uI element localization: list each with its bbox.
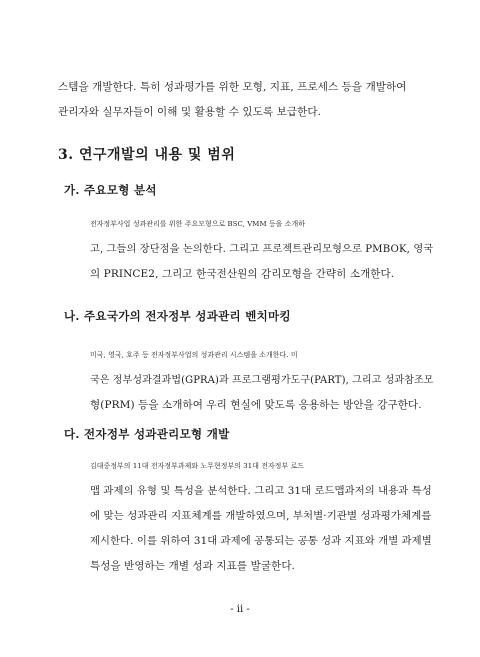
subsection-a-heading: 가. 주요모형 분석	[64, 183, 157, 197]
intro-line-1: 스템을 개발한다. 특히 성과평가를 위한 모형, 지표, 프로세스 등을 개발하여	[58, 81, 407, 93]
subsection-c-paragraph	[58, 454, 434, 579]
subsection-b-heading: 나. 주요국가의 전자정부 성과관리 벤치마킹	[64, 309, 291, 323]
subsection-b-line-3: 형(PRM) 등을 소개하여 우리 현실에 맞도록 응용하는 방안을 강구한다.	[90, 399, 422, 411]
subsection-c-line-2: 맵 과제의 유형 및 특성을 분석한다. 그리고 31대 로드맵과저의 내용과 특성	[90, 485, 432, 497]
subsection-b-line-1: 미국, 영국, 호주 등 전자정부사업의 성과관리 시스템을 소개한다. 미	[90, 351, 298, 359]
subsection-c-line-3: 에 맞는 성과관리 지표체계를 개발하였으며, 부처별·기관별 성과평가체계를	[90, 510, 432, 522]
subsection-a-line-2: 고, 그들의 장단점을 논의한다. 그리고 프로젝트관리모형으로 PMBOK, 영국	[90, 244, 434, 255]
intro-paragraph	[58, 75, 434, 125]
subsection-c-heading: 다. 전자정부 성과관리모형 개발	[64, 427, 230, 441]
subsection-a-paragraph	[58, 212, 434, 287]
intro-line-2: 관리자와 실무자들이 이해 및 활용할 수 있도록 보급한다.	[58, 106, 322, 118]
subsection-b-line-2: 국은 정부성과결과법(GPRA)과 프로그램평가도구(PART), 그리고 성과참조모	[90, 375, 434, 386]
subsection-a-line-3: 의 PRINCE2, 그리고 한국전산원의 감리모형을 간략히 소개한다.	[90, 268, 395, 280]
section-3-heading: 3. 연구개발의 내용 및 범위	[58, 147, 236, 163]
subsection-c-line-1: 김대중정부의 11대 전자정부과제와 노무현정부의 31대 전자정부 로드	[90, 462, 305, 470]
subsection-a-line-1: 전자정부사업 성과관리를 위한 주요모형으로 BSC, VMM 등을 소개하	[90, 220, 305, 228]
subsection-b-paragraph	[58, 343, 434, 418]
subsection-c-line-5: 특성을 반영하는 개별 성과 지표를 발굴한다.	[90, 560, 295, 572]
subsection-c-line-4: 제시한다. 이를 위하여 31대 과제에 공통되는 공통 성과 지표와 개별 과제별	[90, 535, 432, 547]
page-number: - ii -	[230, 604, 250, 615]
